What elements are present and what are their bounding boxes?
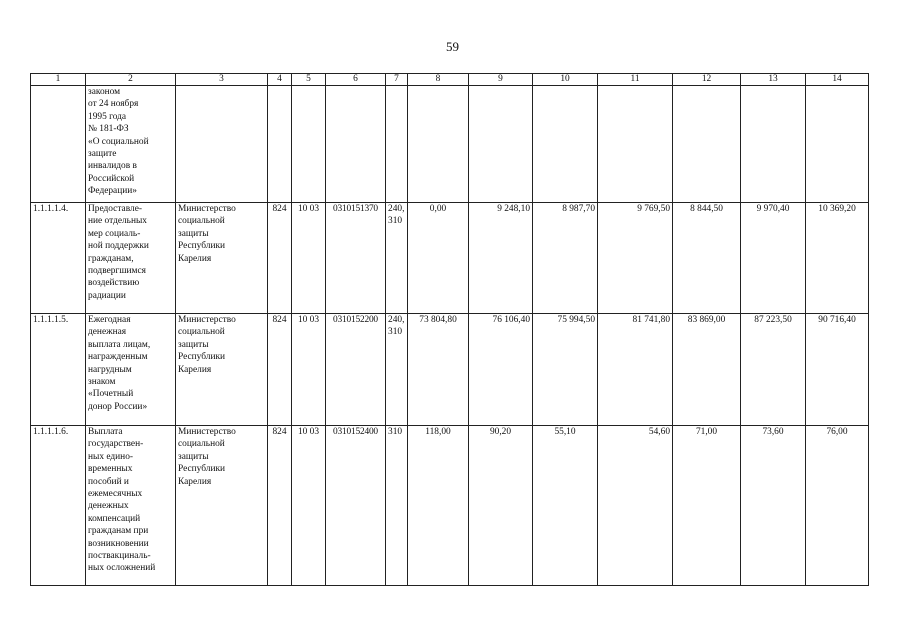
row-value: 118,00	[408, 426, 469, 586]
table-row	[31, 314, 869, 426]
row-vr: 310	[386, 426, 408, 586]
row-grbs: 824	[268, 203, 292, 314]
row-executor: Министерство социальной защиты Республики Карелия	[176, 314, 268, 426]
column-header: 2	[86, 74, 176, 86]
row-name: Предоставле- ние отдельных мер социаль- ной поддержки гражданам, подвергшимся воздействию радиации	[86, 203, 176, 314]
column-header: 4	[268, 74, 292, 86]
row-value: 8 987,70	[533, 203, 598, 314]
column-number-row	[31, 74, 869, 86]
row-value	[598, 86, 673, 203]
row-value: 9 248,10	[469, 203, 533, 314]
table-row	[31, 426, 869, 586]
column-header: 10	[533, 74, 598, 86]
column-header: 6	[326, 74, 386, 86]
row-value: 73 804,80	[408, 314, 469, 426]
column-header: 9	[469, 74, 533, 86]
row-value: 8 844,50	[673, 203, 741, 314]
column-header: 13	[741, 74, 806, 86]
row-name: Ежегодная денежная выплата лицам, награжденным нагрудным знаком «Почетный донор России»	[86, 314, 176, 426]
row-value: 90 716,40	[806, 314, 869, 426]
row-grbs	[268, 86, 292, 203]
row-rzpr: 10 03	[292, 203, 326, 314]
budget-table	[30, 73, 869, 586]
row-vr: 240, 310	[386, 314, 408, 426]
row-rzpr: 10 03	[292, 426, 326, 586]
table-row	[31, 86, 869, 203]
row-value	[469, 86, 533, 203]
row-value: 9 970,40	[741, 203, 806, 314]
row-rzpr: 10 03	[292, 314, 326, 426]
row-executor: Министерство социальной защиты Республики Карелия	[176, 426, 268, 586]
row-value: 83 869,00	[673, 314, 741, 426]
row-vr	[386, 86, 408, 203]
column-header: 5	[292, 74, 326, 86]
row-code: 1.1.1.1.5.	[31, 314, 86, 426]
row-rzpr	[292, 86, 326, 203]
row-value: 81 741,80	[598, 314, 673, 426]
row-code: 1.1.1.1.6.	[31, 426, 86, 586]
row-value: 10 369,20	[806, 203, 869, 314]
row-code: 1.1.1.1.4.	[31, 203, 86, 314]
row-value: 71,00	[673, 426, 741, 586]
column-header: 7	[386, 74, 408, 86]
row-value	[741, 86, 806, 203]
row-value	[806, 86, 869, 203]
row-csr: 0310151370	[326, 203, 386, 314]
row-csr	[326, 86, 386, 203]
row-name: Выплата государствен- ных едино- временных пособий и ежемесячных денежных компенсаций гражданам при возникновении поствакциналь- ных осложнений	[86, 426, 176, 586]
column-header: 14	[806, 74, 869, 86]
row-value: 76 106,40	[469, 314, 533, 426]
row-vr: 240, 310	[386, 203, 408, 314]
row-executor: Министерство социальной защиты Республики Карелия	[176, 203, 268, 314]
column-header: 12	[673, 74, 741, 86]
row-value: 0,00	[408, 203, 469, 314]
row-value	[533, 86, 598, 203]
column-header: 8	[408, 74, 469, 86]
row-value: 76,00	[806, 426, 869, 586]
column-header: 3	[176, 74, 268, 86]
row-name: законом от 24 ноября 1995 года № 181-ФЗ «О социальной защите инвалидов в Российской Федерации»	[86, 86, 176, 203]
row-value: 75 994,50	[533, 314, 598, 426]
row-csr: 0310152400	[326, 426, 386, 586]
row-value	[408, 86, 469, 203]
row-code	[31, 86, 86, 203]
column-header: 1	[31, 74, 86, 86]
row-csr: 0310152200	[326, 314, 386, 426]
row-value: 54,60	[598, 426, 673, 586]
table-row	[31, 203, 869, 314]
row-grbs: 824	[268, 426, 292, 586]
column-header: 11	[598, 74, 673, 86]
row-grbs: 824	[268, 314, 292, 426]
row-value: 90,20	[469, 426, 533, 586]
row-value	[673, 86, 741, 203]
row-executor	[176, 86, 268, 203]
page-number: 59	[446, 39, 459, 54]
row-value: 9 769,50	[598, 203, 673, 314]
row-value: 73,60	[741, 426, 806, 586]
row-value: 55,10	[533, 426, 598, 586]
row-value: 87 223,50	[741, 314, 806, 426]
